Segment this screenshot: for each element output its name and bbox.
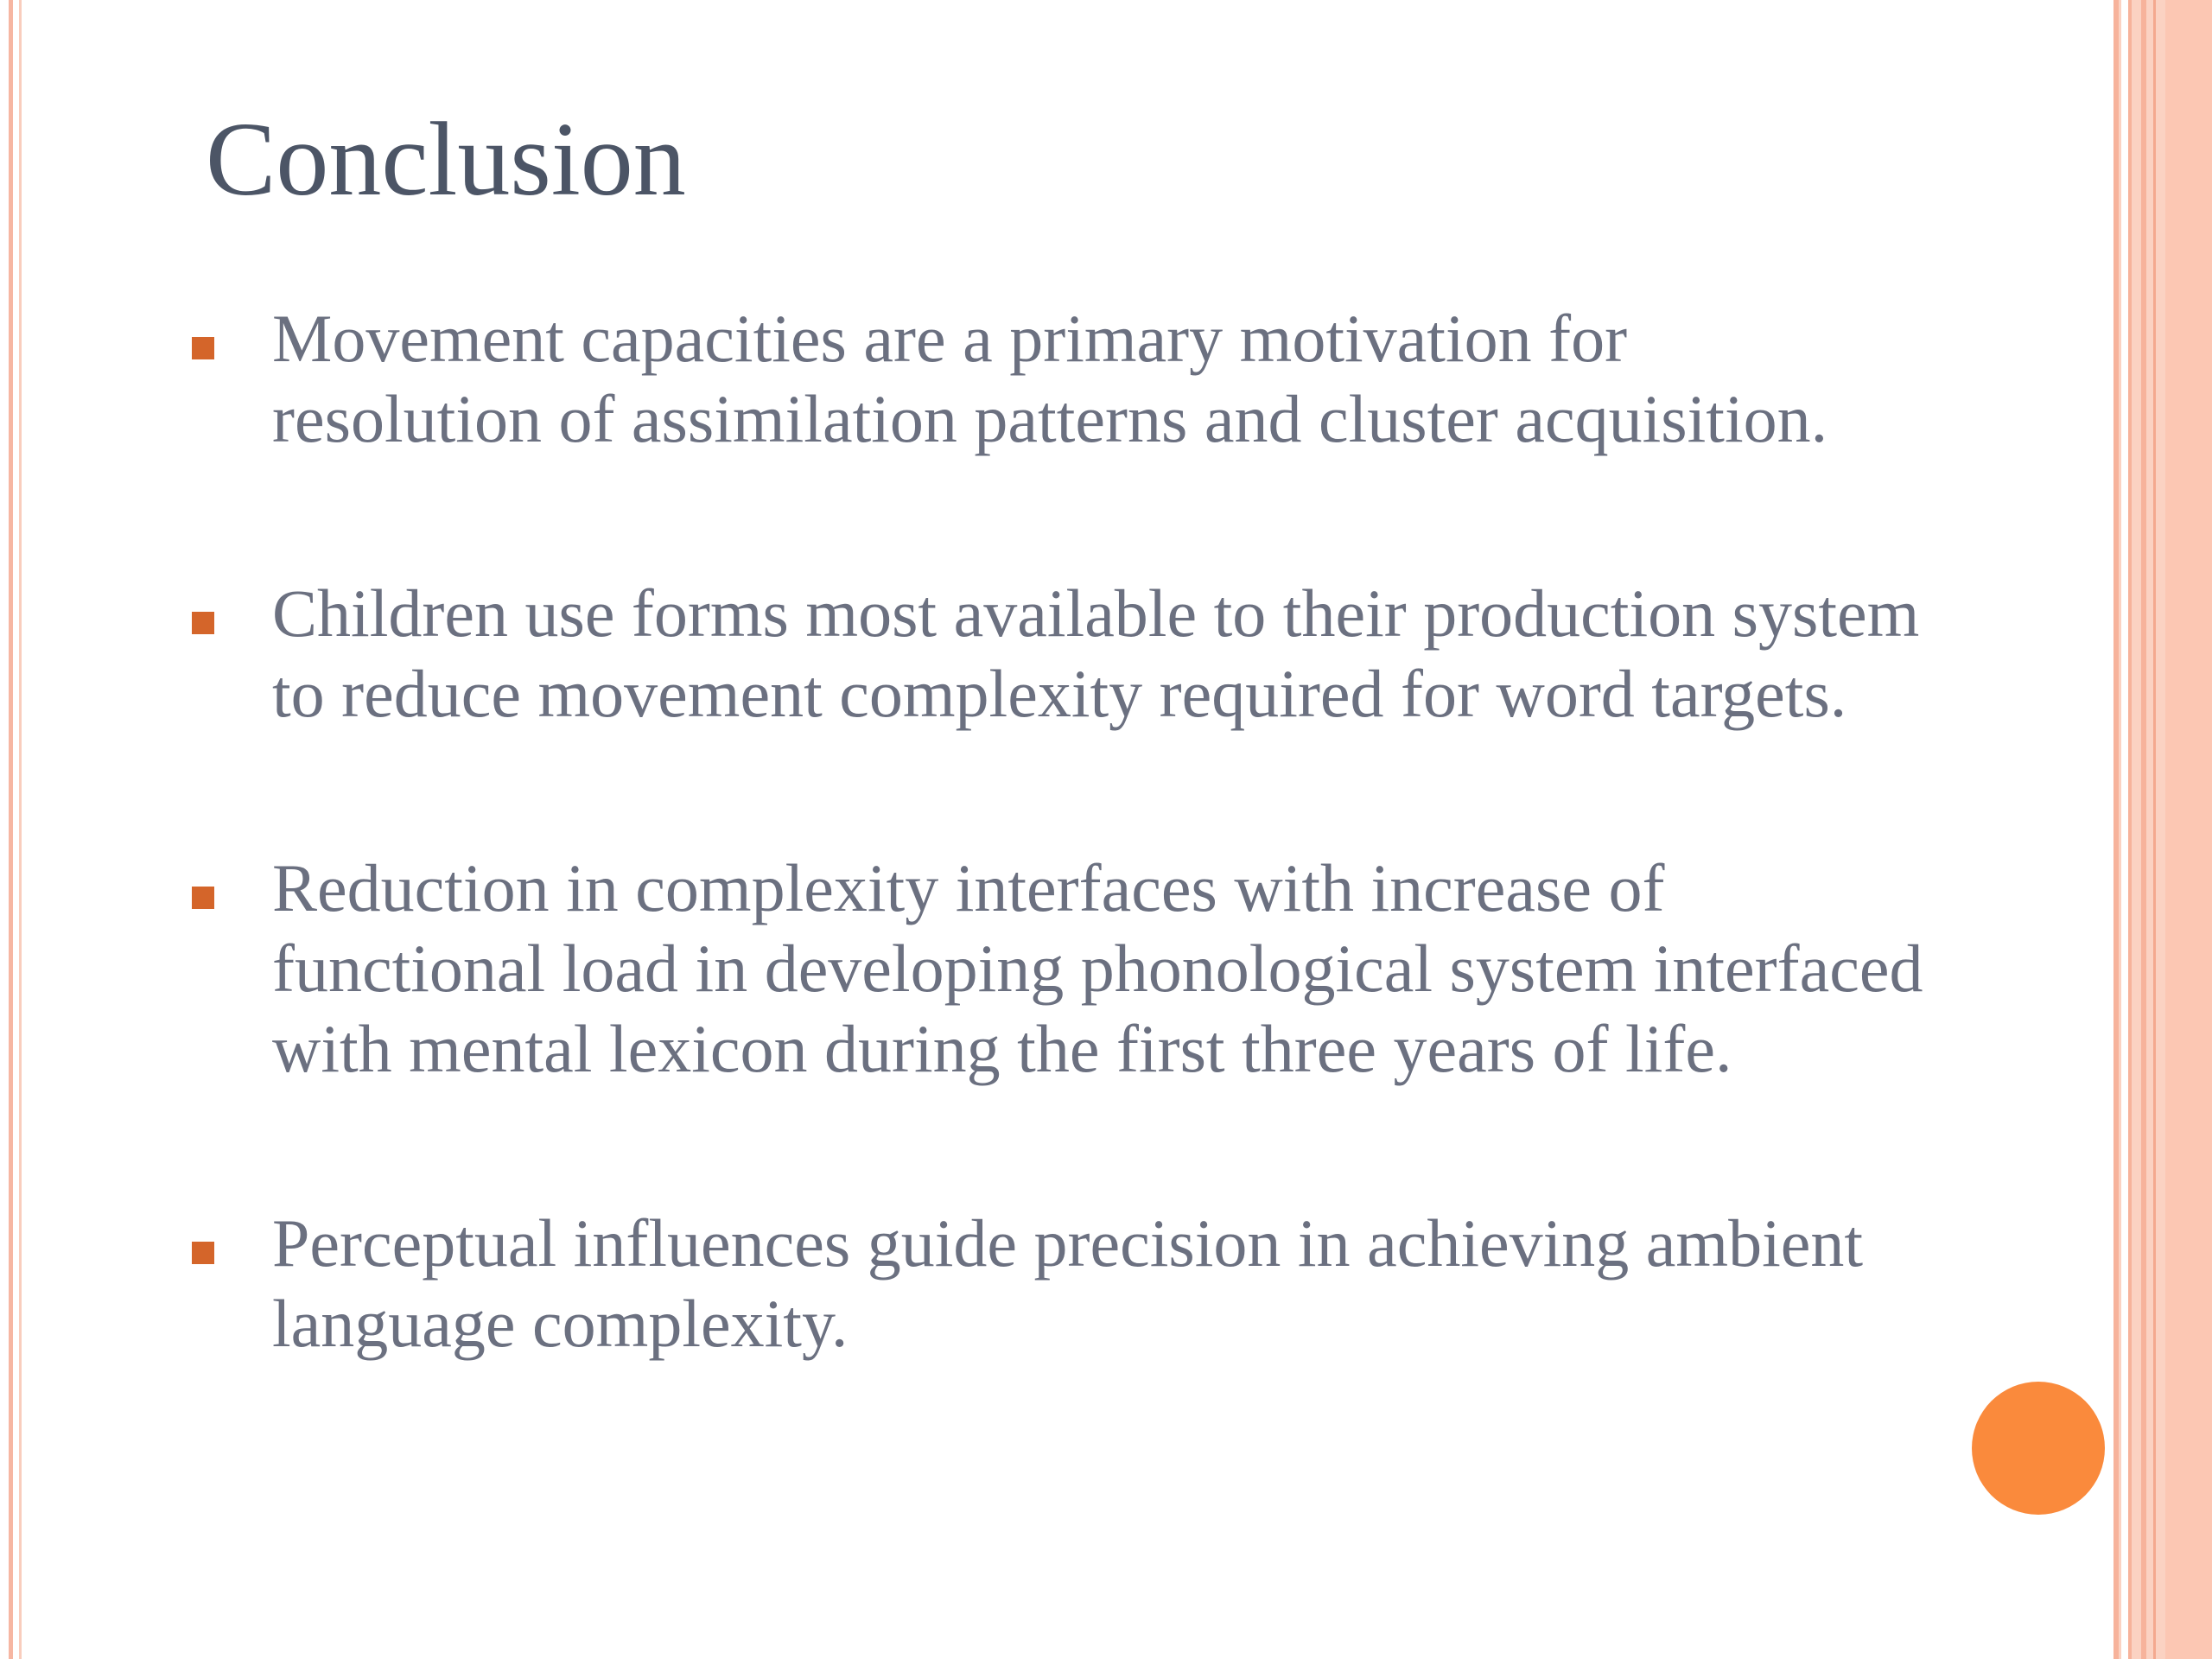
bullet-text: Perceptual influences guide precision in achieving ambient language complexity. — [272, 1205, 1864, 1361]
right-stripe — [2128, 0, 2132, 1659]
bullet-list — [186, 298, 2087, 1363]
bullet-item — [186, 298, 2087, 459]
right-stripe — [2153, 0, 2156, 1659]
right-stripe — [2165, 0, 2212, 1659]
right-stripe — [2141, 0, 2146, 1659]
bullet-item — [186, 1203, 2087, 1363]
left-border-line — [9, 0, 13, 1659]
bullet-text: Movement capacities are a primary motivation for resolution of assimilation patterns and cluster acquisition. — [272, 301, 1828, 456]
bullet-item — [186, 573, 2087, 734]
right-stripe-gap — [2121, 0, 2128, 1659]
bullet-text: Children use forms most available to their production system to reduce movement complexity required for word targets. — [272, 575, 1920, 731]
slide-title: Conclusion — [206, 101, 686, 218]
bullet-text: Reduction in complexity interfaces with increase of functional load in developing phonological system interfaced with mental lexicon during the first three years of life. — [272, 850, 1923, 1086]
left-border-line-inner — [19, 0, 22, 1659]
square-bullet-icon — [192, 337, 214, 359]
decorative-circle-icon — [1972, 1382, 2105, 1515]
right-stripe — [2113, 0, 2119, 1659]
square-bullet-icon — [192, 887, 214, 909]
bullet-item — [186, 848, 2087, 1089]
square-bullet-icon — [192, 612, 214, 634]
square-bullet-icon — [192, 1242, 214, 1264]
